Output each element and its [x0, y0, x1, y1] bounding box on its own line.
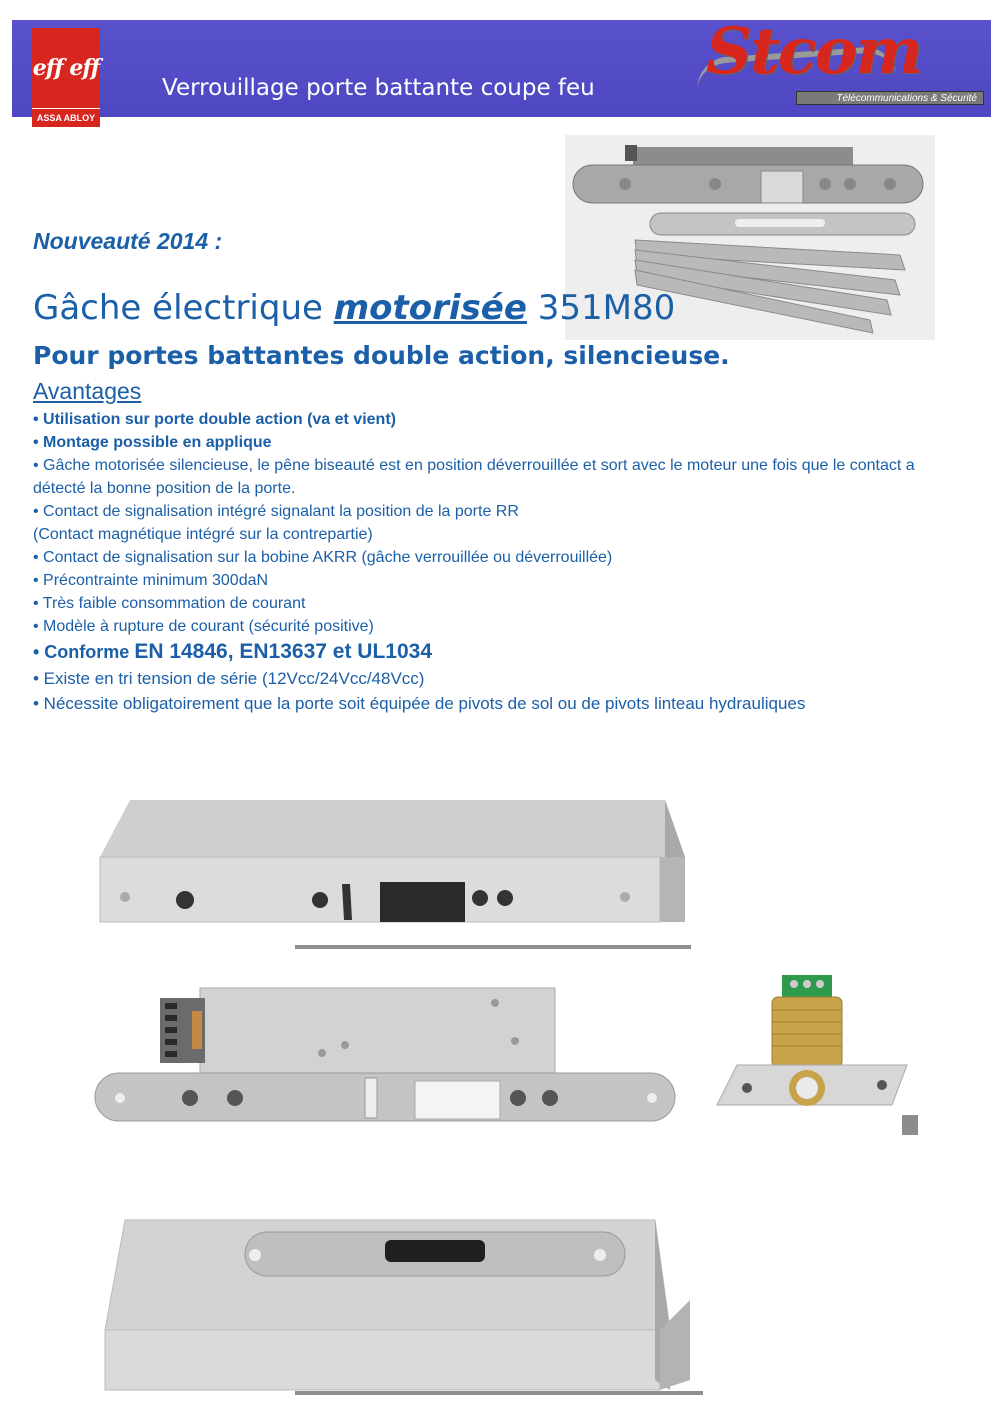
effeff-mark: eff eff: [32, 55, 100, 81]
list-item: • Modèle à rupture de courant (sécurité positive): [33, 618, 374, 635]
list-item: • Montage possible en applique: [33, 434, 272, 451]
conformity-norms: EN 14846, EN13637 et UL1034: [134, 640, 433, 663]
box-strike-top-image: [95, 1210, 715, 1400]
advantages-heading: Avantages: [33, 378, 142, 404]
list-item: • Très faible consommation de courant: [33, 595, 306, 612]
list-item: • Précontrainte minimum 300daN: [33, 572, 269, 589]
product-subtitle: Pour portes battantes double action, silencieuse.: [33, 341, 730, 370]
magnetic-contact-image: [712, 970, 917, 1140]
small-square-marker: [902, 1115, 918, 1135]
list-item: (Contact magnétique intégré sur la contrepartie): [33, 526, 373, 543]
list-item: • Existe en tri tension de série (12Vcc/24Vcc/48Vcc): [33, 669, 425, 688]
list-item: • Nécessite obligatoirement que la porte soit équipée de pivots de sol ou de pivots linteau hydrauliques: [33, 694, 806, 713]
conformity-prefix: • Conforme: [33, 642, 135, 662]
product-title-emphasis: motorisée: [333, 288, 527, 328]
stcom-logo: [696, 14, 988, 117]
product-title-suffix: 351M80: [526, 288, 676, 328]
advantages-list: [33, 408, 933, 716]
effeff-logo: [32, 28, 100, 128]
mortise-strike-image: [90, 983, 690, 1143]
header-title: Verrouillage porte battante coupe feu: [162, 75, 595, 101]
divider: [295, 1391, 703, 1395]
box-strike-image: [90, 792, 700, 952]
assa-abloy-label: ASSA ABLOY: [32, 108, 100, 127]
list-item: • Contact de signalisation intégré signalant la position de la porte RR: [33, 503, 519, 520]
list-item: • Utilisation sur porte double action (va et vient): [33, 411, 396, 428]
list-item: • Gâche motorisée silencieuse, le pêne biseauté est en position déverrouillée et sort avec le moteur une fois que le contact a détecté la bonne position de la porte.: [33, 457, 915, 497]
product-title: [33, 288, 675, 328]
divider: [295, 945, 691, 949]
novelty-heading: Nouveauté 2014 :: [33, 228, 223, 254]
stcom-tagline: Télécommunications & Sécurité: [796, 91, 984, 105]
stcom-wordmark: Stcom: [706, 14, 922, 89]
conformity-item: [33, 638, 933, 666]
product-title-prefix: Gâche électrique: [33, 288, 334, 328]
list-item: • Contact de signalisation sur la bobine AKRR (gâche verrouillée ou déverrouillée): [33, 549, 613, 566]
